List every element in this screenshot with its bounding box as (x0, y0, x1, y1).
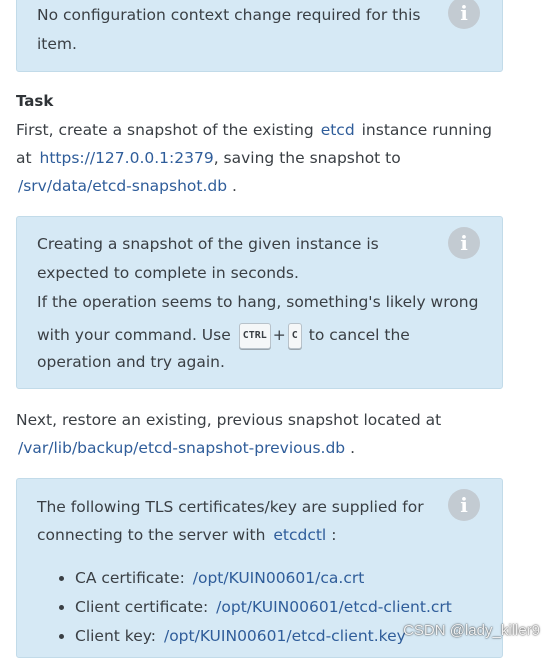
tls-note-line1: The following TLS certificates/key are supplied for (37, 498, 424, 516)
cert-path: /opt/KUIN00601/etcd-client.key (163, 627, 406, 645)
task-line3 (18, 176, 237, 196)
bullet (59, 605, 64, 610)
task-heading: Task (16, 92, 54, 110)
cert-label: CA certificate: (75, 569, 185, 587)
tls-note-text: connecting to the server with (37, 526, 266, 544)
cert-path: /opt/KUIN00601/ca.crt (192, 569, 365, 587)
tls-note-line2 (37, 525, 336, 545)
config-note-box (16, 0, 503, 72)
etcdctl-code: etcdctl (273, 526, 327, 544)
config-note-line2: item. (37, 35, 77, 53)
snapshot-note-text: with your command. Use (37, 326, 231, 344)
tls-note-text: : (331, 526, 337, 544)
snapshot-note-line1: Creating a snapshot of the given instance is (37, 235, 379, 253)
cert-label: Client key: (75, 627, 157, 645)
etcd-code: etcd (320, 121, 355, 139)
cert-list-item (75, 568, 364, 588)
restore-line2 (18, 438, 355, 458)
plus-sign: + (272, 326, 286, 344)
etcd-url-link[interactable]: https://127.0.0.1:2379 (39, 149, 214, 167)
cert-list-item (75, 597, 452, 617)
snapshot-path: /srv/data/etcd-snapshot.db (18, 177, 228, 195)
task-text: . (232, 177, 237, 195)
snapshot-note-text: to cancel the (308, 326, 410, 344)
previous-snapshot-path: /var/lib/backup/etcd-snapshot-previous.db (18, 439, 346, 457)
cert-path: /opt/KUIN00601/etcd-client.crt (216, 598, 452, 616)
task-text: instance running (361, 121, 493, 139)
bullet (59, 634, 64, 639)
cert-label: Client certificate: (75, 598, 209, 616)
restore-line1: Next, restore an existing, previous snapshot located at (16, 411, 442, 429)
info-icon: i (448, 489, 480, 521)
cert-list-item (75, 626, 406, 646)
csdn-watermark: CSDN @lady_killer9 (403, 622, 540, 639)
restore-text: . (350, 439, 356, 457)
snapshot-note-line3: If the operation seems to hang, something's likely wrong (37, 293, 479, 311)
snapshot-note-line5: operation and try again. (37, 353, 225, 371)
info-icon: i (448, 0, 480, 29)
task-line1 (16, 120, 492, 140)
task-line2 (16, 148, 401, 168)
bullet (59, 576, 64, 581)
task-text: First, create a snapshot of the existing (16, 121, 314, 139)
task-text: at (16, 149, 32, 167)
info-icon: i (448, 227, 480, 259)
config-note-line1: No configuration context change required for this (37, 6, 421, 24)
c-key: C (288, 323, 302, 349)
task-text: , saving the snapshot to (213, 149, 401, 167)
snapshot-note-box (16, 216, 503, 389)
ctrl-key: CTRL (239, 323, 271, 349)
snapshot-note-line2: expected to complete in seconds. (37, 264, 299, 282)
snapshot-note-line4 (37, 323, 410, 349)
